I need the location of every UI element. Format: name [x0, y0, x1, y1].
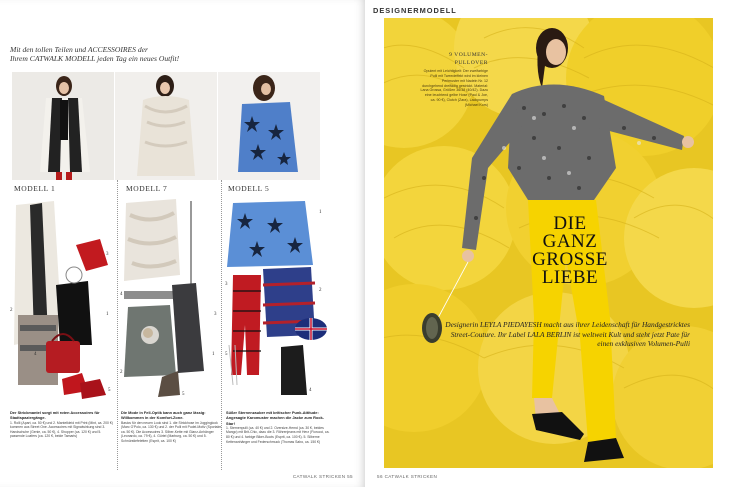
headline-line: GROSSE	[532, 249, 608, 271]
sidebar-title: PULLOVER	[454, 59, 488, 66]
intro-line-1: Mit den tollen Teilen und ACCESSOIRES der	[10, 45, 148, 54]
pullover-sidebar	[420, 52, 488, 108]
headline-line: DIE	[553, 213, 587, 234]
caption-body: 1. Sternenpulli (ca. 40 €) und 2. Oversize-Hemd (ca. 30 €, beides Mango) mit Brit-Chic, dazu die 3. Röhrenjeans mit Herz (Fiorucci, ca. 80 €) und 4. farbige Biker-Boots (Esprit, ca. 100 €). 5. Silberne Kettenanhänger und Federschmuck (Thomas Sabo, ca. 150 €)	[226, 425, 330, 444]
caption-model-1	[10, 410, 115, 439]
headline-line: GANZ	[542, 231, 598, 253]
section-heading: DESIGNERMODELL	[373, 6, 457, 15]
model-7-label: MODELL 7	[126, 184, 168, 193]
svg-text:3: 3	[106, 252, 109, 257]
svg-text:1: 1	[212, 352, 215, 357]
svg-text:2: 2	[120, 370, 123, 375]
photo-model-1	[12, 72, 114, 180]
svg-text:5: 5	[225, 352, 228, 357]
svg-text:1: 1	[106, 312, 109, 317]
caption-model-7	[121, 410, 226, 444]
headline	[510, 215, 630, 287]
intro-line-2: Ihrem CATWALK MODELL jeden Tag ein neues Outfit!	[10, 54, 180, 64]
caption-model-5	[226, 410, 331, 444]
deck-text: Designerin LEYLA PIEDAYESH macht aus ihrer Leidenschaft für Handgestricktes Street-Couture. Ihr Label LALA BERLIN ist weltweit Kult und steht jetzt Pate für einen exklusiven Volumen-Pulli	[445, 320, 690, 349]
photo-model-5	[218, 72, 320, 180]
photo-model-7	[115, 72, 217, 180]
left-folio: CATWALK STRICKEN 55	[292, 474, 353, 479]
svg-text:3: 3	[225, 282, 228, 287]
model-1-label: MODELL 1	[14, 184, 56, 193]
collage-model-1	[8, 195, 116, 405]
right-page	[365, 0, 730, 487]
sidebar-number: 9 VOLUMEN-	[449, 52, 488, 58]
svg-text:1: 1	[319, 210, 322, 215]
svg-text:4: 4	[120, 292, 123, 297]
svg-text:4: 4	[309, 388, 312, 393]
sidebar-body: Opulent mit Leichtigkeit: Der zweifarbige Pulli mit Tweedeffekt wird im kleinen Perlmuster mit Nadeln Nr. 12 durchgehend dreifädig gestrickt. Material: Lana Grossa, Größen 36/38 (40/42). Dazu eine leuchtend gelbe Hose (Paul & Joe, ca. 90 €), Clutch (Zara), Lackpumps (Michael Kors)	[420, 69, 488, 107]
headline-line: LIEBE	[541, 267, 599, 289]
svg-text:5: 5	[108, 388, 111, 393]
svg-text:2: 2	[319, 288, 322, 293]
caption-body: 1. Rolli (Apart, ca. 50 €) und 2. Mantelkleid mit Print (Mint, ca. 200 €) kommen aus Street One. Accessoires mit Signalwirkung sind 3. Handschuhe (Genie, ca. 50 €), 4. Shopper (ca. 120 €) und 5. passende Loafers (ca. 120 €, beide Tamaris)	[10, 420, 113, 439]
caption-title: Der Strickmantel sorgt mit roten Accessoires für Stadtspaziergänge.	[10, 410, 100, 421]
caption-title: Süßer Sternenzauber mit britischer Punk-Attitude: Angesagte Karomuster machen die Jacke zum Rock-Star!	[226, 410, 324, 426]
intro-text	[10, 45, 255, 64]
svg-text:2: 2	[10, 308, 13, 313]
svg-text:4: 4	[34, 352, 37, 357]
svg-text:5: 5	[182, 392, 185, 397]
model-5-label: MODELL 5	[228, 184, 270, 193]
collage-model-7	[118, 195, 226, 405]
right-folio: 56 CATWALK STRICKEN	[377, 474, 438, 479]
collage-model-5	[223, 195, 331, 405]
caption-title: Die Mode in Fell-Optik kann auch ganz lässig: Willkommen in der Komfort-Zone.	[121, 410, 206, 421]
svg-text:3: 3	[214, 312, 217, 317]
caption-body: Basics für den neuen Look sind 1. die Strickhose im Jogginglook (Marc O'Polo, ca. 130 €) und 2. der Pulli mit Pudel-Motiv (Sportalm, ca. 50 €). Die Accessoires 3. Silber-Kette mit Glanz-Anhänger (Leonardo, ca. 79 €), 4. Gürtel (Marburg, ca. 50 €) und 5. Schnürstiefeletten (Esprit, ca. 100 €)	[121, 420, 223, 443]
